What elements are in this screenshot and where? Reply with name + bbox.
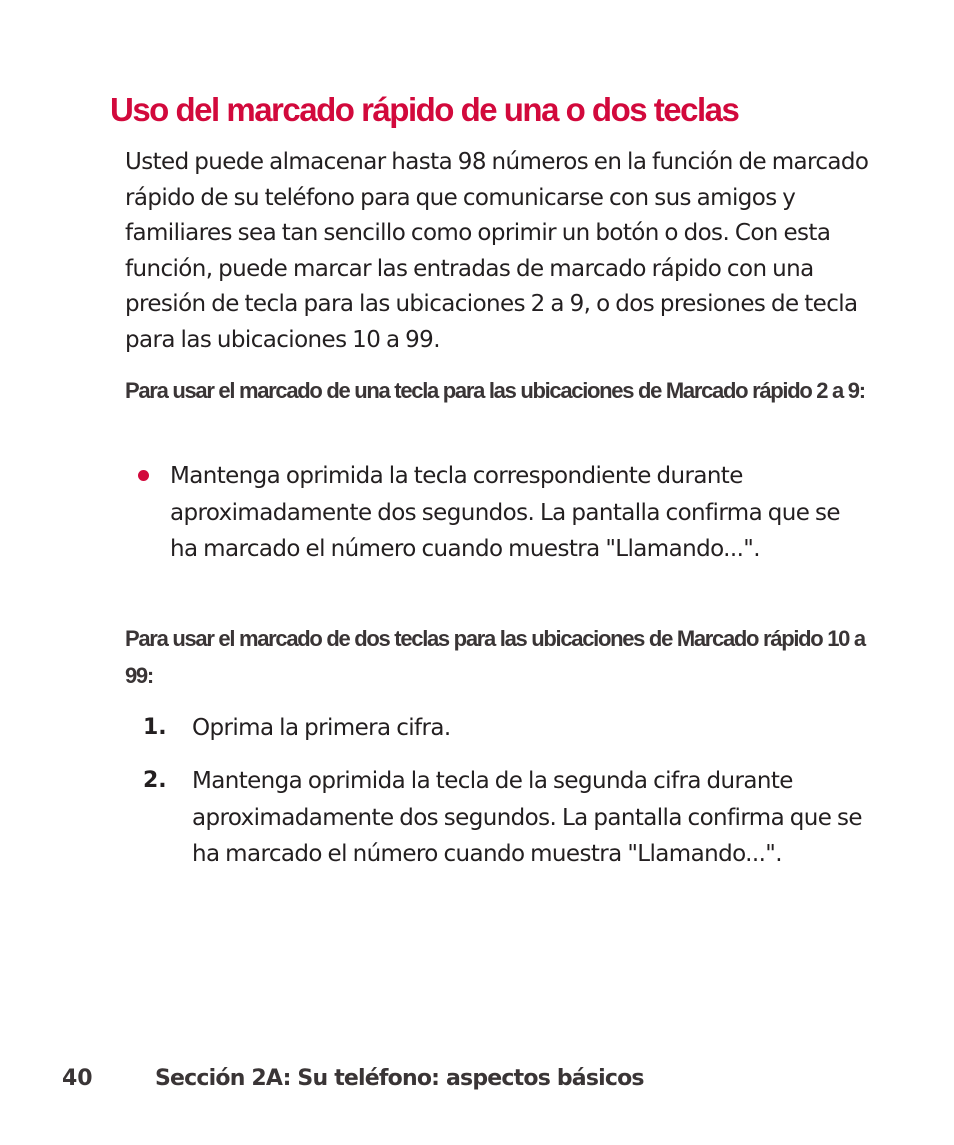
bullet-dot-icon xyxy=(138,470,149,481)
bullet-text: Mantenga oprimida la tecla correspondiente durante aproximadamente dos segundos. La pantalla confirma que se ha marcado el número cuando muestra "Llamando...". xyxy=(170,463,840,562)
intro-paragraph: Usted puede almacenar hasta 98 números en la función de marcado rápido de su teléfono para que comunicarse con sus amigos y familiares sea tan sencillo como oprimir un botón o dos. Con esta función, puede marcar las entradas de marcado rápido con una presión de tecla para las ubicaciones 2 a 9, o dos presiones de tecla para las ubicaciones 10 a 99. xyxy=(125,149,869,353)
step-text: Mantenga oprimida la tecla de la segunda cifra durante aproximadamente dos segundos. La pantalla confirma que se ha marcado el número cuando muestra "Llamando...". xyxy=(192,768,862,867)
footer-section-label: Sección 2A: Su teléfono: aspectos básicos xyxy=(155,1066,644,1091)
page-title: Uso del marcado rápido de una o dos teclas xyxy=(110,91,739,128)
one-key-dialing-heading: Para usar el marcado de una tecla para las ubicaciones de Marcado rápido 2 a 9: xyxy=(125,378,865,403)
step-text: Oprima la primera cifra. xyxy=(192,715,451,741)
page-number: 40 xyxy=(62,1066,93,1091)
two-key-dialing-heading: Para usar el marcado de dos teclas para las ubicaciones de Marcado rápido 10 a 99: xyxy=(125,626,865,688)
step-number: 1. xyxy=(143,715,167,740)
step-number: 2. xyxy=(143,768,167,793)
